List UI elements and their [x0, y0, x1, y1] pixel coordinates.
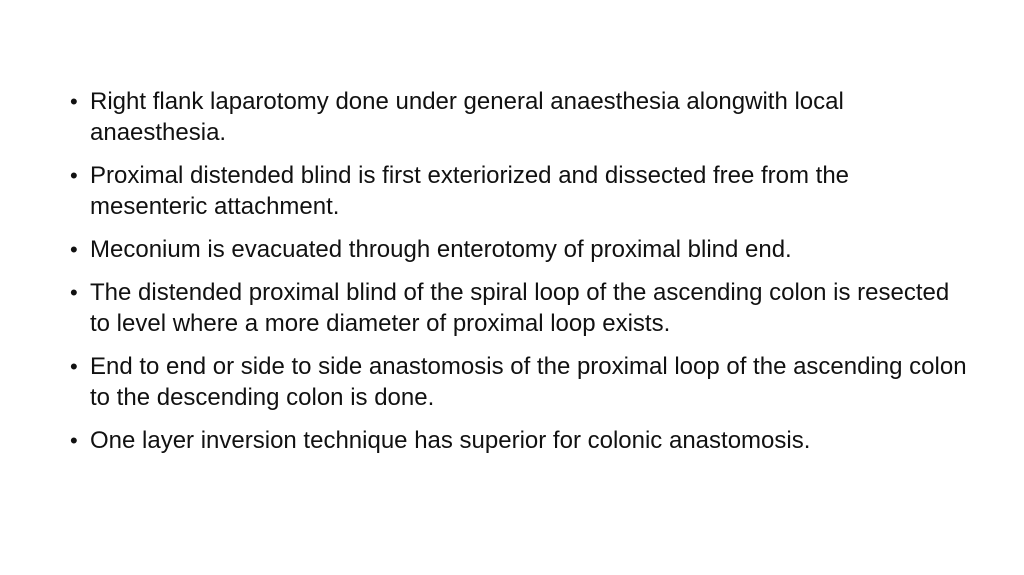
- bullet-text: End to end or side to side anastomosis of the proximal loop of the ascending colon to the descending colon is done.: [90, 353, 967, 411]
- bullet-item-5: [68, 351, 968, 413]
- bullet-icon: •: [70, 89, 78, 114]
- bullet-text: The distended proximal blind of the spiral loop of the ascending colon is resected to level where a more diameter of proximal loop exists.: [90, 279, 950, 337]
- bullet-text: Right flank laparotomy done under general anaesthesia alongwith local anaesthesia.: [90, 88, 844, 146]
- bullet-list: [68, 86, 968, 468]
- bullet-icon: •: [70, 428, 78, 453]
- bullet-text: Proximal distended blind is first exteriorized and dissected free from the mesenteric attachment.: [90, 162, 850, 220]
- bullet-item-2: [68, 160, 968, 222]
- bullet-icon: •: [70, 354, 78, 379]
- bullet-item-4: [68, 277, 968, 339]
- bullet-text: Meconium is evacuated through enterotomy of proximal blind end.: [90, 236, 792, 263]
- bullet-icon: •: [70, 237, 78, 262]
- bullet-item-6: [68, 425, 968, 456]
- bullet-icon: •: [70, 163, 78, 188]
- bullet-icon: •: [70, 280, 78, 305]
- bullet-item-1: [68, 86, 968, 148]
- bullet-item-3: [68, 234, 968, 265]
- bullet-text: One layer inversion technique has superior for colonic anastomosis.: [90, 427, 811, 454]
